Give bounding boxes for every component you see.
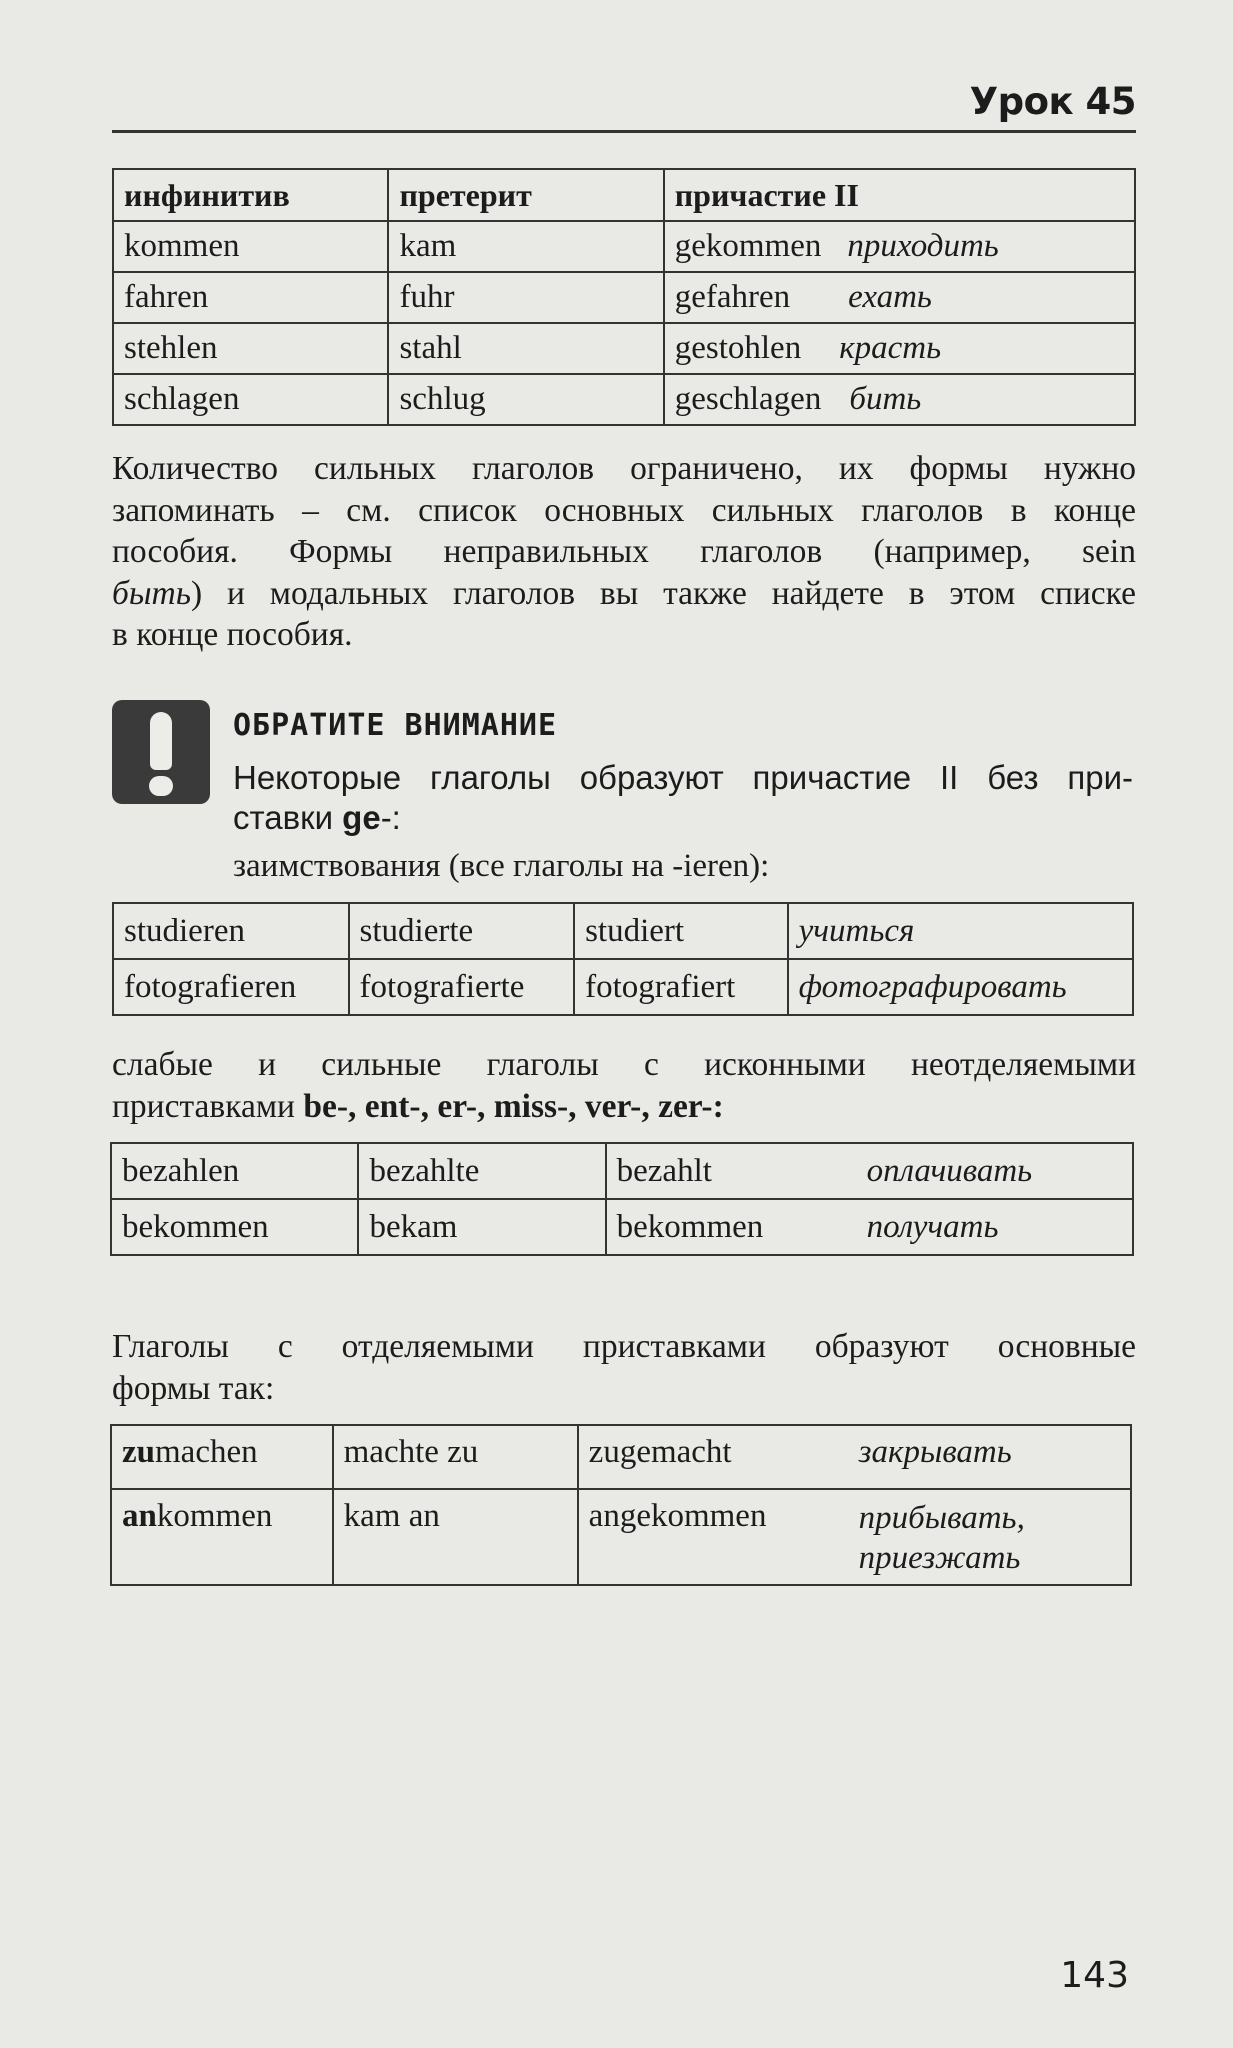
participle-cell — [664, 323, 1135, 374]
preterite-cell: machte zu — [333, 1425, 578, 1489]
translation-line: прибывать, — [858, 1500, 1025, 1536]
preterite-cell: kam — [388, 221, 663, 272]
table-header-row — [113, 169, 1135, 221]
paragraph-line: слабые и сильные глаголы с исконными неотделяемыми — [112, 1046, 1136, 1083]
infinitive-cell: kommen — [113, 221, 388, 272]
exclamation-icon — [112, 700, 210, 804]
italic-word: быть — [112, 574, 191, 612]
preterite-cell: bekam — [358, 1199, 605, 1255]
preterite-cell: schlug — [388, 374, 663, 425]
preterite-cell: kam an — [333, 1489, 578, 1585]
participle-cell: studiert — [574, 903, 788, 959]
inseparable-verbs-table — [110, 1142, 1134, 1256]
participle-cell — [606, 1199, 1133, 1255]
participle-text: bekommen — [616, 1208, 764, 1245]
ieren-verbs-table — [112, 902, 1134, 1016]
paragraph-line: в конце пособия. — [112, 616, 353, 653]
translation-text: оплачивать — [866, 1152, 1033, 1189]
infinitive-cell: fahren — [113, 272, 388, 323]
preterite-cell: stahl — [388, 323, 663, 374]
participle-text: gestohlen — [674, 330, 802, 366]
note-subheading: заимствования (все глаголы на -ieren): — [233, 848, 770, 884]
translation-text: закрывать — [858, 1434, 1012, 1470]
paragraph-line: пособия. Формы неправильных глаголов (например, sein — [112, 533, 1136, 570]
infinitive-cell: stehlen — [113, 323, 388, 374]
running-header — [112, 78, 1136, 133]
participle-text: gekommen — [674, 228, 822, 264]
infinitive-cell — [111, 1425, 333, 1489]
preterite-cell: fotografierte — [349, 959, 575, 1015]
line-text: -: — [380, 799, 401, 836]
infinitive-cell: bekommen — [111, 1199, 358, 1255]
separable-prefix: an — [122, 1498, 157, 1534]
table-row — [113, 374, 1135, 425]
paragraph-line: формы так: — [112, 1369, 275, 1407]
preterite-cell: bezahlte — [358, 1143, 605, 1199]
infinitive-cell: bezahlen — [111, 1143, 358, 1199]
paragraph-line — [112, 1086, 1136, 1128]
infinitive-cell: fotografieren — [113, 959, 349, 1015]
translation-text: получать — [866, 1208, 999, 1245]
column-header: претерит — [388, 169, 663, 221]
column-header: причастие II — [664, 169, 1135, 221]
translation-text — [859, 1498, 1025, 1578]
participle-cell — [578, 1489, 1131, 1585]
separable-verbs-table — [110, 1424, 1132, 1586]
participle-text: gefahren — [674, 279, 791, 315]
prefix-ge: ge — [342, 799, 381, 836]
table-row — [111, 1425, 1131, 1489]
page-number: 143 — [1060, 1955, 1129, 1996]
infinitive-cell: studieren — [113, 903, 349, 959]
verb-stem: machen — [155, 1434, 258, 1470]
translation-text: ехать — [848, 279, 932, 315]
paragraph-line: Количество сильных глаголов ограничено, их формы нужно — [112, 450, 1136, 487]
separable-prefix-paragraph — [112, 1326, 1136, 1409]
inseparable-prefix-paragraph — [112, 1044, 1136, 1127]
table-row — [113, 959, 1133, 1015]
paragraph-line — [112, 573, 1136, 615]
prefix-list: be-, ent-, er-, miss-, ver-, zer-: — [303, 1087, 724, 1125]
translation-text: приходить — [847, 228, 999, 264]
translation-cell: учиться — [788, 903, 1133, 959]
participle-text: geschlagen — [674, 381, 822, 417]
table-row — [111, 1143, 1133, 1199]
participle-cell — [664, 272, 1135, 323]
table-row — [113, 221, 1135, 272]
column-header: инфинитив — [113, 169, 388, 221]
translation-text: красть — [839, 330, 942, 366]
table-row — [113, 272, 1135, 323]
translation-text: бить — [849, 381, 922, 417]
translation-line: приезжать — [858, 1540, 1021, 1576]
verb-forms-table — [112, 168, 1136, 426]
participle-cell — [578, 1425, 1131, 1489]
line-text: ) и модальных глаголов вы также найдете в этом списке — [190, 574, 1136, 612]
paragraph-line: запоминать – см. список основных сильных глаголов в конце — [112, 491, 1136, 529]
line-text: ставки — [233, 799, 343, 836]
table-row — [113, 323, 1135, 374]
preterite-cell: fuhr — [388, 272, 663, 323]
infinitive-cell: schlagen — [113, 374, 388, 425]
participle-text: angekommen — [588, 1498, 767, 1534]
note-title: ОБРАТИТЕ ВНИМАНИЕ — [233, 708, 558, 743]
participle-cell — [606, 1143, 1133, 1199]
participle-cell — [664, 374, 1135, 425]
note-text — [233, 758, 1133, 838]
translation-cell: фотографировать — [788, 959, 1133, 1015]
note-line — [233, 798, 1133, 838]
verb-stem: kommen — [156, 1498, 273, 1534]
table-row — [113, 903, 1133, 959]
table-row — [111, 1489, 1131, 1585]
paragraph-line: Глаголы с отделяемыми приставками образуют основные — [112, 1328, 1136, 1365]
strong-verbs-paragraph — [112, 448, 1136, 656]
infinitive-cell — [111, 1489, 333, 1585]
participle-cell: fotografiert — [574, 959, 788, 1015]
participle-text: bezahlt — [616, 1152, 712, 1189]
preterite-cell: studierte — [349, 903, 575, 959]
lesson-title: Урок 45 — [969, 80, 1136, 123]
table-row — [111, 1199, 1133, 1255]
participle-cell — [664, 221, 1135, 272]
participle-text: zugemacht — [588, 1434, 732, 1470]
line-text: приставками — [112, 1087, 304, 1125]
separable-prefix: zu — [122, 1434, 155, 1470]
note-line: Некоторые глаголы образуют причастие II без при- — [233, 759, 1133, 796]
